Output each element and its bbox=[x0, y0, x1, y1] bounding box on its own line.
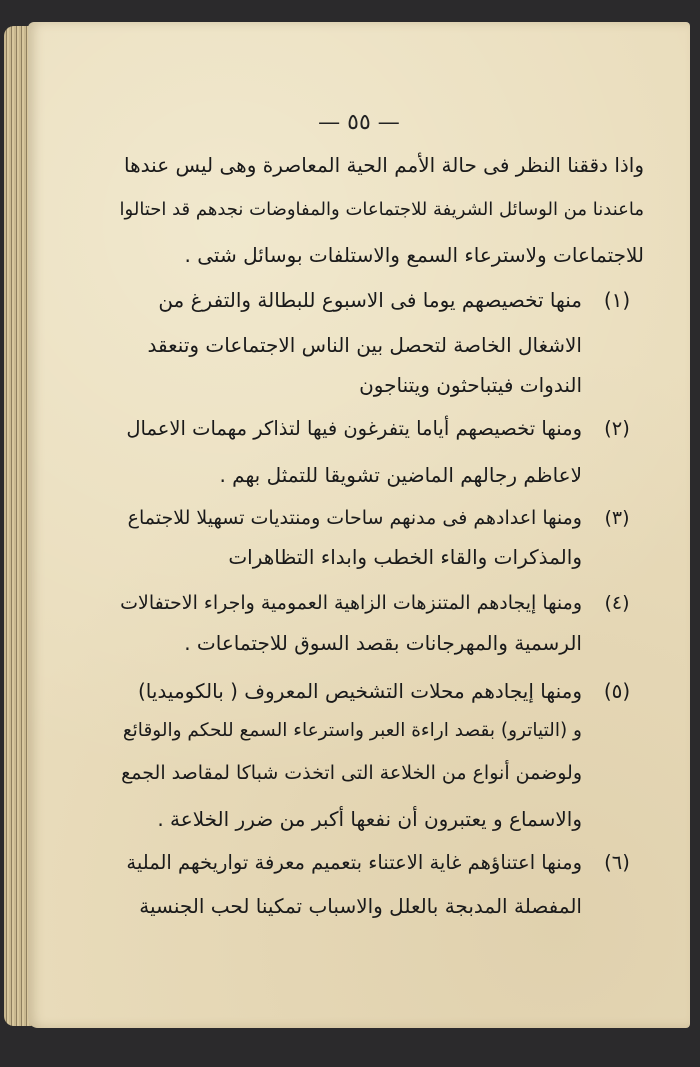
item-4-number: (٤) bbox=[604, 592, 630, 614]
page-text bbox=[120, 0, 644, 1067]
item-3-number: (٣) bbox=[604, 507, 630, 529]
intro-line-1: واذا دققنا النظر فى حالة الأمم الحية المعاصرة وهى ليس عندها bbox=[124, 153, 644, 177]
item-5-number: (٥) bbox=[603, 679, 631, 703]
item-6-line-1: ومنها اعتناؤهم غاية الاعتناء بتعميم معرفة تواريخهم الملية bbox=[126, 851, 582, 874]
item-5-first-line bbox=[138, 676, 644, 706]
item-3-first-line bbox=[128, 503, 644, 533]
page-number: — ٥٥ — bbox=[318, 110, 400, 135]
item-4-first-line bbox=[120, 588, 644, 618]
intro-line-2: ماعندنا من الوسائل الشريفة للاجتماعات والمفاوضات نجدهم قد احتالوا bbox=[119, 199, 644, 220]
item-1-line-3: الندوات فيتباحثون ويتناجون bbox=[359, 373, 582, 397]
item-6-number: (٦) bbox=[604, 851, 630, 874]
item-6-line-2: المفصلة المدبجة بالعلل والاسباب تمكينا لحب الجنسية bbox=[139, 894, 582, 918]
item-2-line-1: ومنها تخصيصهم أياما يتفرغون فيها لتذاكر مهمات الاعمال bbox=[126, 417, 582, 440]
intro-line-3: للاجتماعات ولاسترعاء السمع والاستلفات بوسائل شتى . bbox=[184, 243, 644, 267]
item-5-line-4: والاسماع و يعتبرون أن نفعها أكبر من ضرر الخلاعة . bbox=[157, 807, 582, 831]
item-4-line-2: الرسمية والمهرجانات بقصد السوق للاجتماعات . bbox=[184, 631, 582, 655]
item-5-line-2: و (التياترو) بقصد اراءة العبر واسترعاء السمع للحكم والوقائع bbox=[122, 720, 582, 741]
item-4-line-1: ومنها إيجادهم المتنزهات الزاهية العمومية واجراء الاحتفالات bbox=[120, 592, 582, 614]
item-5-line-1: ومنها إيجادهم محلات التشخيص المعروف ( بالكوميديا) bbox=[137, 679, 582, 703]
item-2-first-line bbox=[126, 414, 644, 444]
item-3-line-2: والمذكرات والقاء الخطب وابداء التظاهرات bbox=[228, 545, 582, 569]
item-1-number: (١) bbox=[603, 288, 631, 312]
item-2-number: (٢) bbox=[604, 417, 630, 440]
item-3-line-1: ومنها اعدادهم فى مدنهم ساحات ومنتديات تسهيلا للاجتماع bbox=[127, 507, 582, 529]
item-1-line-1: منها تخصيصهم يوما فى الاسبوع للبطالة والتفرغ من bbox=[158, 288, 582, 312]
item-1-first-line bbox=[158, 285, 644, 315]
item-5-line-3: ولوضمن أنواع من الخلاعة التى اتخذت شباكا لمقاصد الجمع bbox=[121, 762, 582, 784]
item-1-line-2: الاشغال الخاصة لتحصل بين الناس الاجتماعات وتنعقد bbox=[147, 333, 582, 357]
item-2-line-2: لاعاظم رجالهم الماضين تشويقا للتمثل بهم . bbox=[219, 463, 582, 487]
item-6-first-line bbox=[126, 848, 644, 878]
